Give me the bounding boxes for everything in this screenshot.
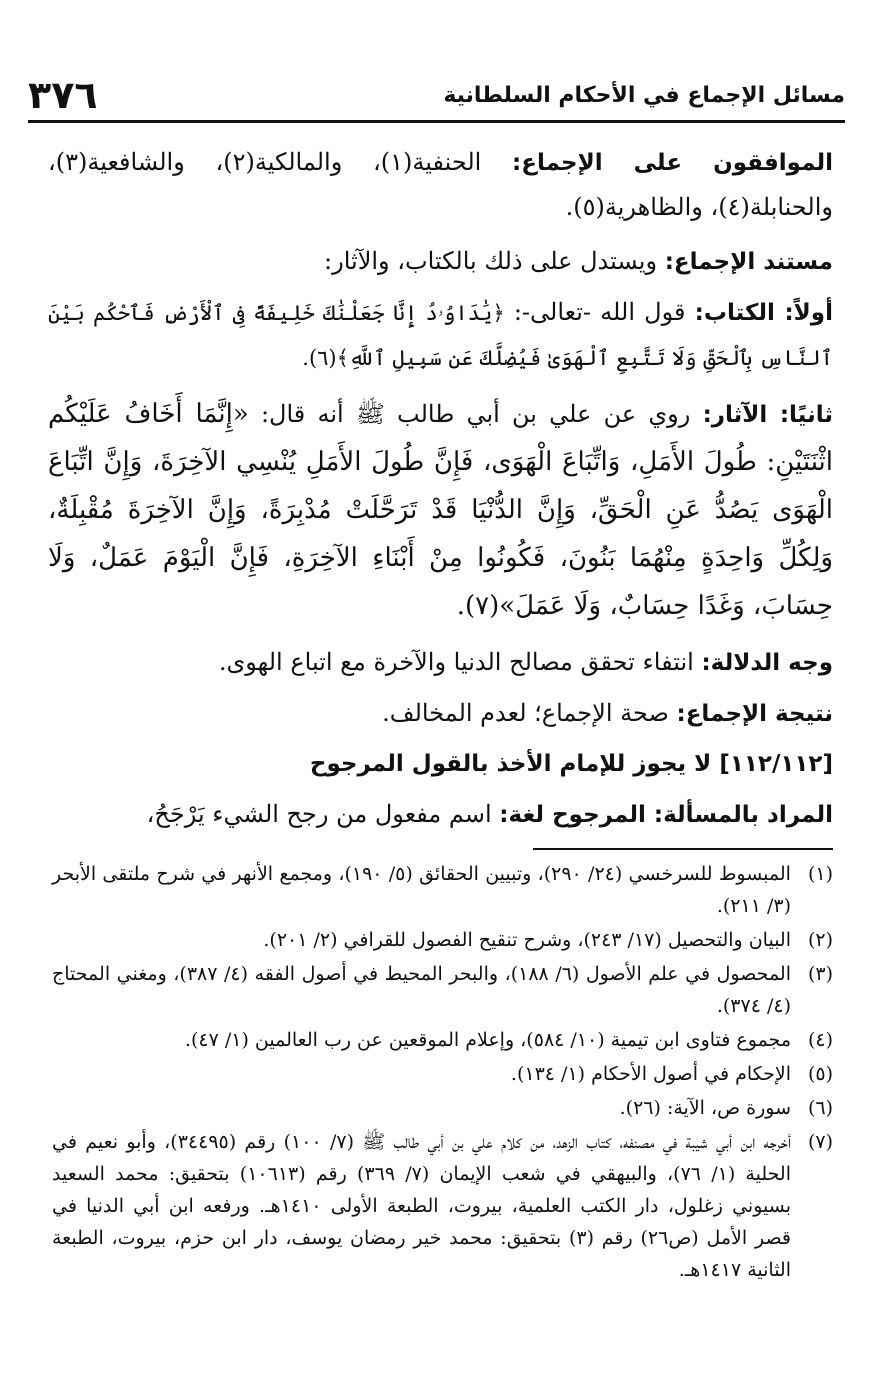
quran-verse: ﴿يَٰدَاوُۥدُ إِنَّا جَعَلْنَٰكَ خَلِيفَةً فِى ٱلْأَرْضِ فَٱحْكُم بَيْنَ ٱلنَّاسِ بِٱلْحَقِّ وَلَا تَتَّبِعِ ٱلْهَوَىٰ فَيُضِلَّكَ عَن سَبِيلِ ٱللَّهِ﴾(٦). [48,301,833,370]
footnote [52,958,833,1022]
section-title: لا يجوز للإمام الأخذ بالقول المرجوح [309,751,712,777]
footnote-text: البيان والتحصيل (١٧/ ٢٤٣)، وشرح تنقيح الفصول للقرافي (٢/ ٢٠١). [263,929,791,951]
footnote-number: (٦) [807,1097,833,1119]
paragraph-meaning [48,792,833,837]
text-indication: انتفاء تحقق مصالح الدنيا والآخرة مع اتباع الهوى. [218,648,694,676]
footnote [52,858,833,922]
footnote-text: المحصول في علم الأصول (٦/ ١٨٨)، والبحر المحيط في أصول الفقه (٤/ ٣٨٧)، ومغني المحتاج (٤/ ٣٧٤). [52,963,791,1017]
footnote [52,1092,833,1124]
text-quran-intro: قول الله -تعالى-: [513,298,686,326]
footnote-number: (٤) [807,1029,833,1051]
footnote-number: (٧) [807,1131,833,1153]
label-indication: وجه الدلالة: [701,650,833,676]
footnote [52,924,833,956]
footnote-text: سورة ص، الآية: (٢٦). [619,1097,791,1119]
paragraph-indication [48,640,833,685]
page-number: ٣٧٦ [28,73,98,117]
section-heading [48,742,833,786]
paragraph-evidence [48,239,833,284]
footnote-text: الإحكام في أصول الأحكام (١/ ١٣٤). [510,1063,791,1085]
footnote-text: مجموع فتاوى ابن تيمية (١٠/ ٥٨٤)، وإعلام الموقعين عن رب العالمين (١/ ٤٧). [184,1029,791,1051]
label-athar: ثانيًا: الآثار: [702,402,833,428]
paragraph-quran [48,290,833,380]
text-agreeing: الحنفية(١)، والمالكية(٢)، والشافعية(٣)، والحنابلة(٤)، والظاهرية(٥). [48,148,833,221]
main-text [48,140,833,843]
footnote-number: (١) [807,863,833,885]
footnote-number: (٢) [807,929,833,951]
footnote-number: (٣) [807,963,833,985]
footnote-text: أخرجه ابن أبي شيبة في مصنفه، كتاب الزهد، من كلام علي بن أبي طالب ﷺ (٧/ ١٠٠) رقم (٣٤٤٩٥)، وأبو نعيم في الحلية (١/ ٧٦)، والبيهقي في شعب الإيمان (٧/ ٣٦٩) رقم (١٠٦١٣) بتحقيق: محمد السعيد بسيوني زغلول، دار الكتب العلمية، بيروت، الطبعة الأولى ١٤١٠هـ. ورفعه ابن أبي الدنيا في قصر الأمل (ص٢٦) رقم (٣) بتحقيق: محمد خير رمضان يوسف، دار ابن حزم، بيروت، الطبعة الثانية ١٤١٧هـ. [52,1131,792,1281]
running-title: مسائل الإجماع في الأحكام السلطانية [443,82,845,108]
label-evidence: مستند الإجماع: [664,249,833,275]
paragraph-result [48,691,833,736]
text-result: صحة الإجماع؛ لعدم المخالف. [382,699,669,727]
footnote [52,1058,833,1090]
label-result: نتيجة الإجماع: [676,701,833,727]
label-meaning: المراد بالمسألة: المرجوح لغة: [499,802,833,828]
athar-quote: «إِنَّمَا أَخَافُ عَلَيْكُم اثْنَتَيْنِ: طُولَ الأَمَلِ، وَاتِّبَاعَ الْهَوَى، فَإِنَّ طُولَ الأَمَلِ يُنْسِي الآخِرَةَ، وَإِنَّ اتِّبَاعَ الْهَوَى يَصُدُّ عَنِ الْحَقِّ، وَإِنَّ الدُّنْيَا قَدْ تَرَحَّلَتْ مُدْبِرَةً، وَإِنَّ الآخِرَةَ مُقْبِلَةٌ، وَلِكُلِّ وَاحِدَةٍ مِنْهُمَا بَنُونَ، فَكُونُوا مِنْ أَبْنَاءِ الآخِرَةِ، فَإِنَّ الْيَوْمَ عَمَلٌ، وَلَا حِسَابَ، وَغَدًا حِسَابٌ، وَلَا عَمَلَ»(٧). [48,399,833,621]
footnote-text: المبسوط للسرخسي (٢٤/ ٢٩٠)، وتبيين الحقائق (٥/ ١٩٠)، ومجمع الأنهر في شرح ملتقى الأبحر (٣/ ٢١١). [52,863,791,917]
footnote [52,1126,833,1286]
footnote-number: (٥) [807,1063,833,1085]
label-quran: أولاً: الكتاب: [694,300,833,326]
footnote [52,1024,833,1056]
text-athar-intro: روي عن علي بن أبي طالب ﷺ أنه قال: [260,400,691,428]
page-header [28,70,845,123]
section-number: [١١٢/١١٢] [719,751,833,777]
footnote-divider [533,848,833,850]
footnotes [52,858,833,1288]
paragraph-athar [48,390,833,630]
text-evidence: ويستدل على ذلك بالكتاب، والآثار: [324,247,658,275]
text-meaning: اسم مفعول من رجح الشيء يَرْجَحُ، [146,800,492,828]
label-agreeing: الموافقون على الإجماع: [512,150,834,176]
paragraph-agreeing-schools [48,140,833,229]
